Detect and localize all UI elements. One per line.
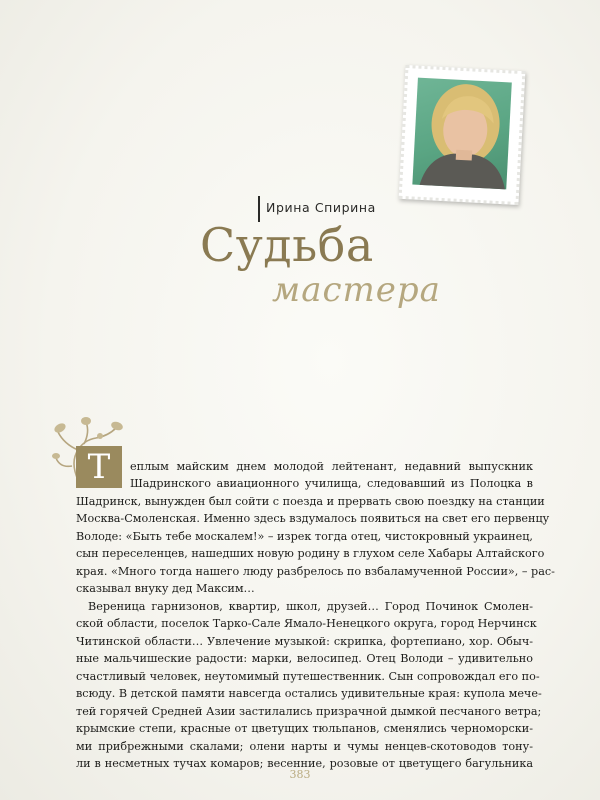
drop-cap: Т [76,446,122,488]
body-line: Шадринского авиационного училища, следовавший из Полоцка в [130,477,533,490]
body-line: тей горячей Средней Азии застилались призрачной дымкой песчаного ветра; [76,705,542,718]
page-number: 383 [289,768,311,781]
author-photo [412,78,511,190]
body-line: Вереница гарнизонов, квартир, школ, друзей… Город Починок Смолен- [88,600,533,613]
body-line: крымские степи, красные от цветущих тюльпанов, сменялись черноморски- [76,722,533,735]
body-line: ми прибрежными скалами; олени нарты и чумы ненцев-скотоводов тону- [76,740,533,753]
body-line: сын переселенцев, нашедших новую родину в глухом селе Хабары Алтайского [76,547,545,560]
author-photo-stamp [399,65,526,205]
body-line: Читинской области… Увлечение музыкой: скрипка, фортепиано, хор. Обыч- [76,635,533,648]
portrait-figure [412,78,511,190]
article-title: Судьба [200,218,374,272]
body-line: ской области, поселок Тарко-Сале Ямало-Ненецкого округа, город Нерчинск [76,617,537,630]
body-line: ные мальчишеские радости: марки, велосипед. Отец Володи – удивительно [76,652,533,665]
article-subtitle: мастера [272,270,441,310]
body-line: еплым майским днем молодой лейтенант, недавний выпускник [130,460,533,473]
body-line: ли в несметных тучах комаров; весенние, розовые от цветущего багульника [76,757,533,770]
body-line: Володе: «Быть тебе москалем!» – изрек тогда отец, чистокровный украинец, [76,530,533,543]
body-line: всюду. В детской памяти навсегда остались удивительные края: купола мече- [76,687,542,700]
body-line: края. «Много тогда нашего люду разбрелось по взбаламученной России», – рас- [76,565,555,578]
body-line: Москва-Смоленская. Именно здесь вздумалось появиться на свет его первенцу [76,512,550,525]
body-line: Шадринск, вынужден был сойти с поезда и прервать свою поездку на станции [76,495,545,508]
body-line: счастливый человек, неутомимый путешественник. Сын сопровождал его по- [76,670,540,683]
author-name: Ирина Спирина [266,200,376,215]
body-line: сказывал внуку дед Максим… [76,582,255,595]
